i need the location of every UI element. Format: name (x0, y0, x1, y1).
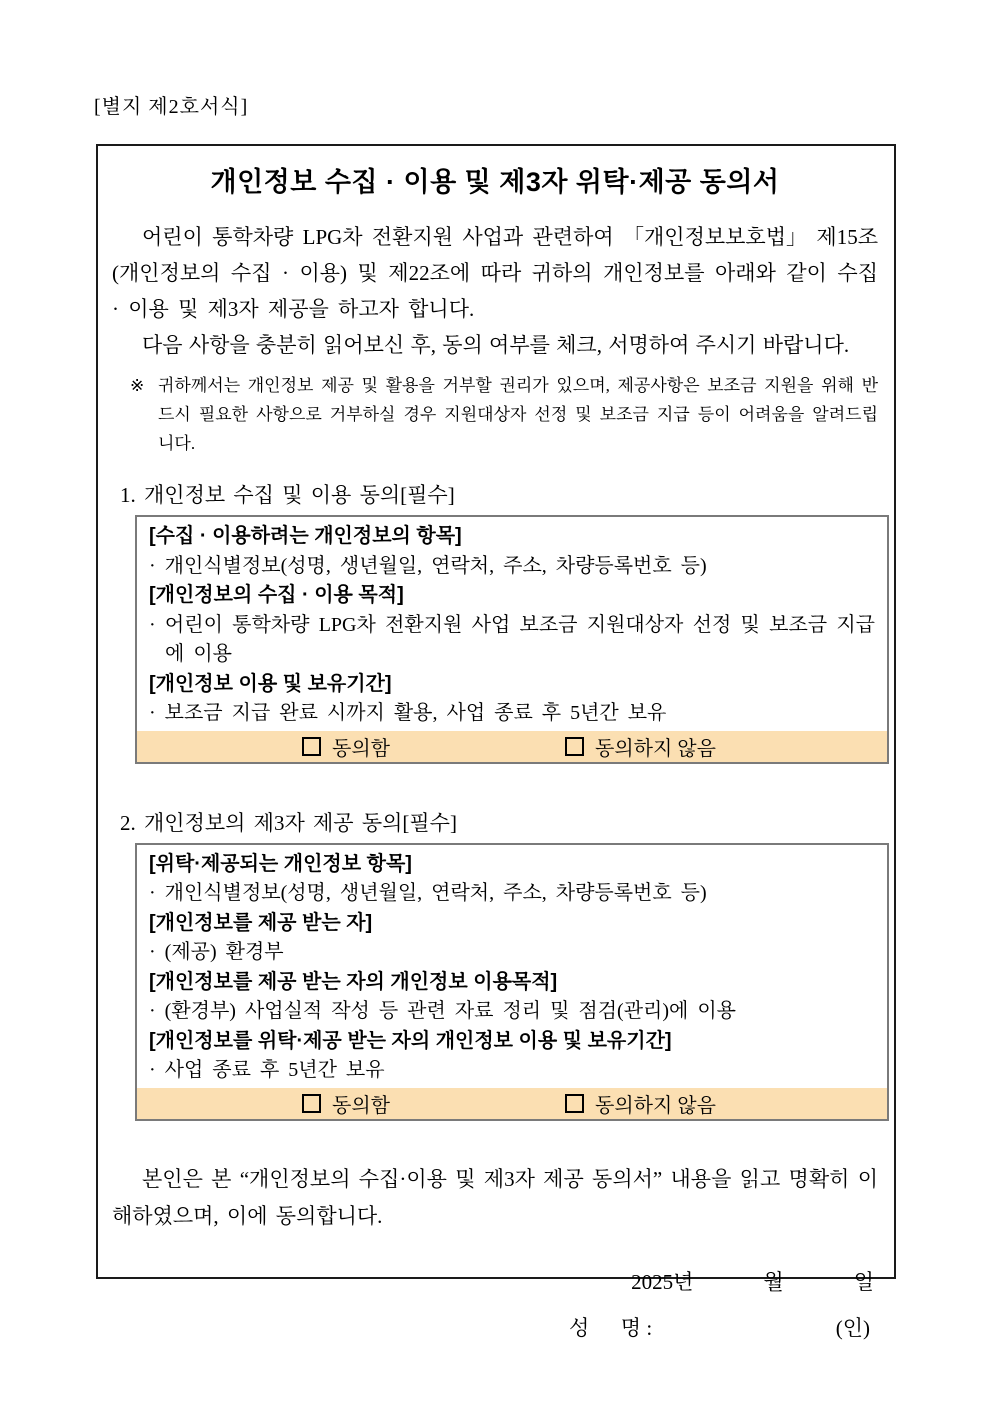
date-month: 월 (763, 1269, 784, 1294)
info-detail-line: · 사업 종료 후 5년간 보유 (149, 1059, 385, 1081)
agree-option[interactable] (302, 731, 390, 762)
section-info-box (135, 843, 889, 1121)
agree-label: 동의함 (332, 737, 390, 760)
closing-statement: 본인은 본 “개인정보의 수집·이용 및 제3자 제공 동의서” 내용을 읽고 명확히 이해하였으며, 이에 동의합니다. (112, 1166, 878, 1228)
section-box-body (137, 517, 887, 731)
disagree-checkbox-icon[interactable] (565, 1094, 584, 1113)
info-detail-line: · 개인식별정보(성명, 생년월일, 연락처, 주소, 차량등록번호 등) (149, 882, 707, 904)
reference-mark-icon: ※ (130, 376, 145, 395)
info-category-header: [개인정보를 제공 받는 자] (149, 911, 373, 934)
agree-label: 동의함 (332, 1094, 390, 1117)
agree-checkbox-icon[interactable] (302, 737, 321, 756)
info-detail-line: · 개인식별정보(성명, 생년월일, 연락처, 주소, 차량등록번호 등) (149, 554, 707, 577)
info-detail-line: · 어린이 통학차량 LPG차 전환지원 사업 보조금 지원대상자 선정 및 보조금 지급에 이용 (149, 613, 875, 665)
date-row (112, 1267, 878, 1297)
form-number-label: [별지 제2호서식] (94, 96, 249, 118)
info-category-header: [개인정보를 제공 받는 자의 개인정보 이용목적] (149, 970, 558, 993)
info-category-header: [수집 · 이용하려는 개인정보의 항목] (149, 525, 462, 547)
section-box-body (137, 845, 887, 1088)
info-category-header: [개인정보 이용 및 보유기간] (149, 672, 392, 695)
disagree-option[interactable] (565, 1088, 716, 1119)
disagree-checkbox-icon[interactable] (565, 737, 584, 756)
consent-section (112, 808, 878, 1121)
info-detail-line: · 보조금 지급 완료 시까지 활용, 사업 종료 후 5년간 보유 (149, 702, 667, 724)
consent-choice-row (137, 1088, 887, 1119)
info-category-header: [개인정보의 수집 · 이용 목적] (149, 584, 404, 606)
sections (112, 480, 878, 1121)
disagree-label: 동의하지 않음 (595, 1094, 716, 1117)
signature-name-label: 성 명 : (569, 1315, 653, 1340)
signature-seal-label: (인) (835, 1315, 870, 1340)
section-heading: 1. 개인정보 수집 및 이용 동의[필수] (120, 483, 455, 507)
info-detail-line: · (제공) 환경부 (149, 941, 284, 963)
consent-choice-row (137, 731, 887, 762)
date-year: 2025년 (631, 1269, 694, 1294)
signature-row (112, 1313, 878, 1343)
section-info-box (135, 515, 889, 764)
consent-section (112, 480, 878, 764)
disagree-option[interactable] (565, 731, 716, 762)
section-heading: 2. 개인정보의 제3자 제공 동의[필수] (120, 810, 457, 835)
refusal-rights-note-text: 귀하께서는 개인정보 제공 및 활용을 거부할 권리가 있으며, 제공사항은 보조금 지원을 위해 반드시 필요한 사항으로 거부하실 경우 지원대상자 선정 및 보조금 지급 등이 어려움을 알려드립니다. (158, 376, 878, 453)
info-category-header: [위탁·제공되는 개인정보 항목] (149, 852, 412, 875)
intro-paragraph: 어린이 통학차량 LPG차 전환지원 사업과 관련하여 「개인정보보호법」 제15조(개인정보의 수집 · 이용) 및 제22조에 따라 귀하의 개인정보를 아래와 같이 수집 · 이용 및 제3자 제공을 하고자 합니다. (112, 225, 878, 321)
agree-option[interactable] (302, 1088, 390, 1119)
info-detail-line: · (환경부) 사업실적 작성 등 관련 자료 정리 및 점검(관리)에 이용 (149, 1000, 736, 1022)
date-day: 일 (853, 1269, 874, 1294)
disagree-label: 동의하지 않음 (595, 737, 716, 760)
document-title: 개인정보 수집 · 이용 및 제3자 위탁·제공 동의서 (210, 167, 780, 197)
info-category-header: [개인정보를 위탁·제공 받는 자의 개인정보 이용 및 보유기간] (149, 1029, 672, 1052)
refusal-rights-note (130, 371, 878, 458)
instruction-paragraph: 다음 사항을 충분히 읽어보신 후, 동의 여부를 체크, 서명하여 주시기 바랍니다. (142, 333, 850, 357)
document-frame (96, 144, 896, 1340)
agree-checkbox-icon[interactable] (302, 1094, 321, 1113)
